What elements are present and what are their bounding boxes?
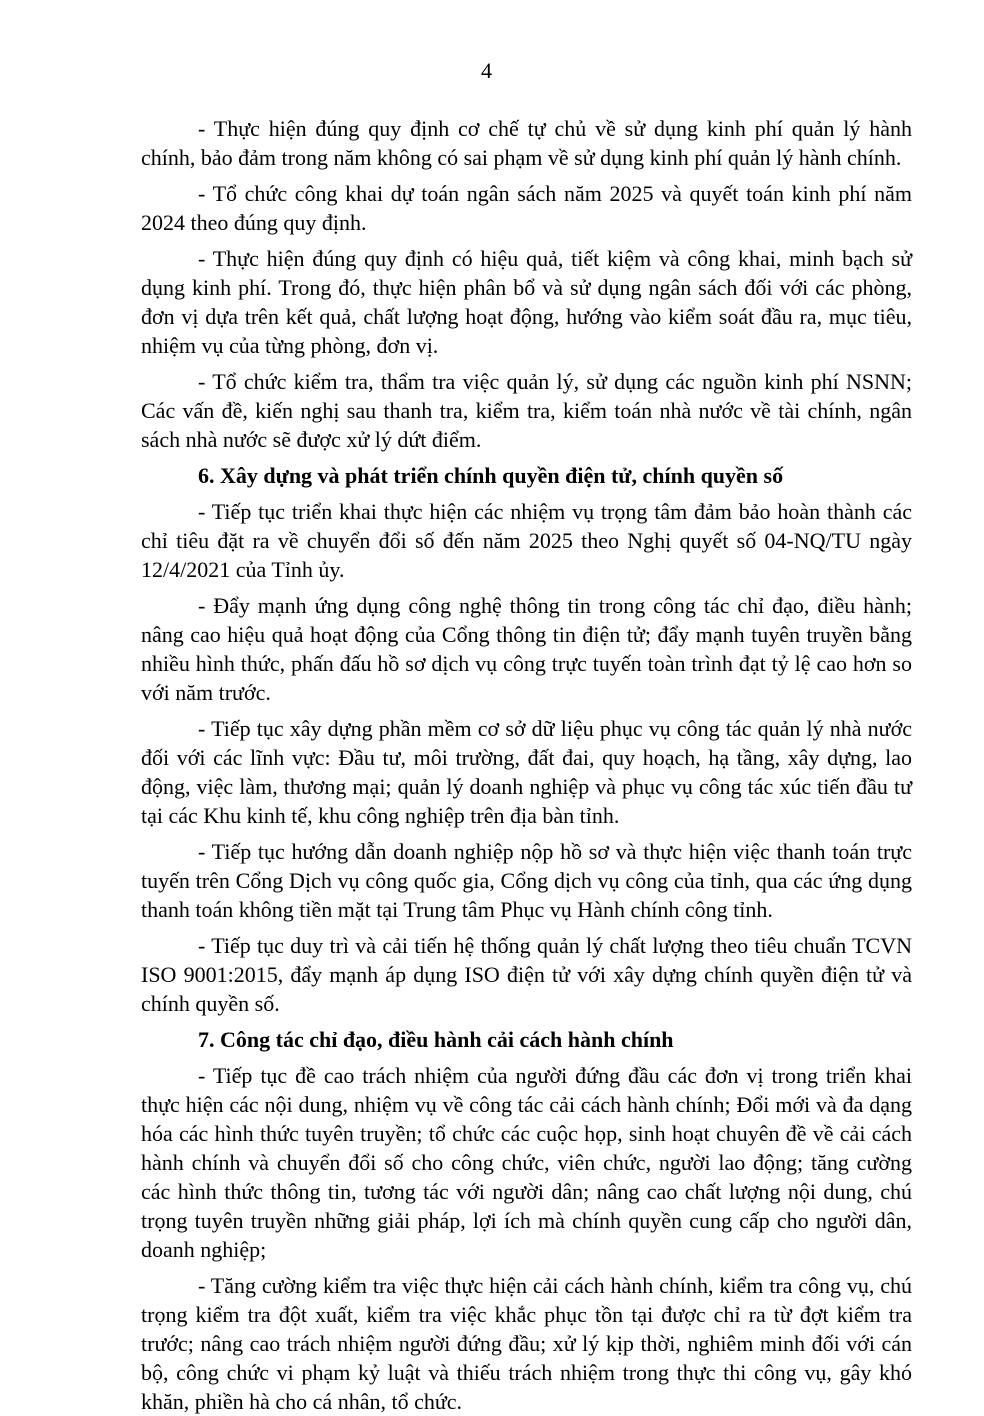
paragraph-online-payment: - Tiếp tục hướng dẫn doanh nghiệp nộp hồ sơ và thực hiện việc thanh toán trực tuyến trên Cổng Dịch vụ công quốc gia, Cổng dịch vụ công của tỉnh, qua các ứng dụng thanh toán không tiền mặt tại Trung tâm Phục vụ Hành chính công tỉnh. bbox=[141, 839, 912, 922]
section-heading-6: 6. Xây dựng và phát triển chính quyền điện tử, chính quyền số bbox=[198, 463, 784, 488]
paragraph-inspection: - Tổ chức kiểm tra, thẩm tra việc quản lý, sử dụng các nguồn kinh phí NSNN; Các vấn đề, kiến nghị sau thanh tra, kiểm tra, kiểm toán nhà nước về tài chính, ngân sách nhà nước sẽ được xử lý dứt điểm. bbox=[141, 369, 912, 452]
paragraph-it-application: - Đẩy mạnh ứng dụng công nghệ thông tin trong công tác chỉ đạo, điều hành; nâng cao hiệu quả hoạt động của Cổng thông tin điện tử; đẩy mạnh tuyên truyền bằng nhiều hình thức, phấn đấu hồ sơ dịch vụ công trực tuyến toàn trình đạt tỷ lệ cao hơn so với năm trước. bbox=[141, 593, 912, 705]
paragraph-iso: - Tiếp tục duy trì và cải tiến hệ thống quản lý chất lượng theo tiêu chuẩn TCVN ISO 9001:2015, đẩy mạnh áp dụng ISO điện tử với xây dựng chính quyền điện tử và chính quyền số. bbox=[141, 933, 912, 1016]
paragraph-leadership-responsibility: - Tiếp tục đề cao trách nhiệm của người đứng đầu các đơn vị trong triển khai thực hiện các nội dung, nhiệm vụ về công tác cải cách hành chính; Đổi mới và đa dạng hóa các hình thức tuyên truyền; tổ chức các cuộc họp, sinh hoạt chuyên đề về cải cách hành chính và chuyển đổi số cho công chức, viên chức, người lao động; tăng cường các hình thức thông tin, tương tác với người dân; nâng cao chất lượng nội dung, chú trọng tuyên truyền những giải pháp, lợi ích mà chính quyền cung cấp cho người dân, doanh nghiệp; bbox=[141, 1063, 912, 1262]
paragraph-autonomy: - Thực hiện đúng quy định cơ chế tự chủ về sử dụng kinh phí quản lý hành chính, bảo đảm trong năm không có sai phạm về sử dụng kinh phí quản lý hành chính. bbox=[141, 116, 912, 170]
section-heading-7: 7. Công tác chỉ đạo, điều hành cải cách hành chính bbox=[198, 1027, 674, 1052]
paragraph-reform-inspection: - Tăng cường kiểm tra việc thực hiện cải cách hành chính, kiểm tra công vụ, chú trọng kiểm tra đột xuất, kiểm tra việc khắc phục tồn tại được chỉ ra từ đợt kiểm tra trước; nâng cao trách nhiệm người đứng đầu; xử lý kịp thời, nghiêm minh đối với cán bộ, công chức vi phạm kỷ luật và thiếu trách nhiệm trong thực thi công vụ, gây khó khăn, phiền hà cho cá nhân, tổ chức. bbox=[141, 1273, 912, 1414]
paragraph-budget-efficiency: - Thực hiện đúng quy định có hiệu quả, tiết kiệm và công khai, minh bạch sử dụng kinh phí. Trong đó, thực hiện phân bổ và sử dụng ngân sách đối với các phòng, đơn vị dựa trên kết quả, chất lượng hoạt động, hướng vào kiểm soát đầu ra, mục tiêu, nhiệm vụ của từng phòng, đơn vị. bbox=[141, 246, 912, 358]
page-number: 4 bbox=[481, 58, 492, 83]
paragraph-budget-disclosure: - Tổ chức công khai dự toán ngân sách năm 2025 và quyết toán kinh phí năm 2024 theo đúng quy định. bbox=[141, 181, 912, 235]
paragraph-digital-transformation: - Tiếp tục triển khai thực hiện các nhiệm vụ trọng tâm đảm bảo hoàn thành các chỉ tiêu đặt ra về chuyển đổi số đến năm 2025 theo Nghị quyết số 04-NQ/TU ngày 12/4/2021 của Tỉnh ủy. bbox=[141, 499, 912, 582]
paragraph-database-software: - Tiếp tục xây dựng phần mềm cơ sở dữ liệu phục vụ công tác quản lý nhà nước đối với các lĩnh vực: Đầu tư, môi trường, đất đai, quy hoạch, hạ tầng, xây dựng, lao động, việc làm, thương mại; quản lý doanh nghiệp và phục vụ công tác xúc tiến đầu tư tại các Khu kinh tế, khu công nghiệp trên địa bàn tỉnh. bbox=[141, 716, 912, 828]
